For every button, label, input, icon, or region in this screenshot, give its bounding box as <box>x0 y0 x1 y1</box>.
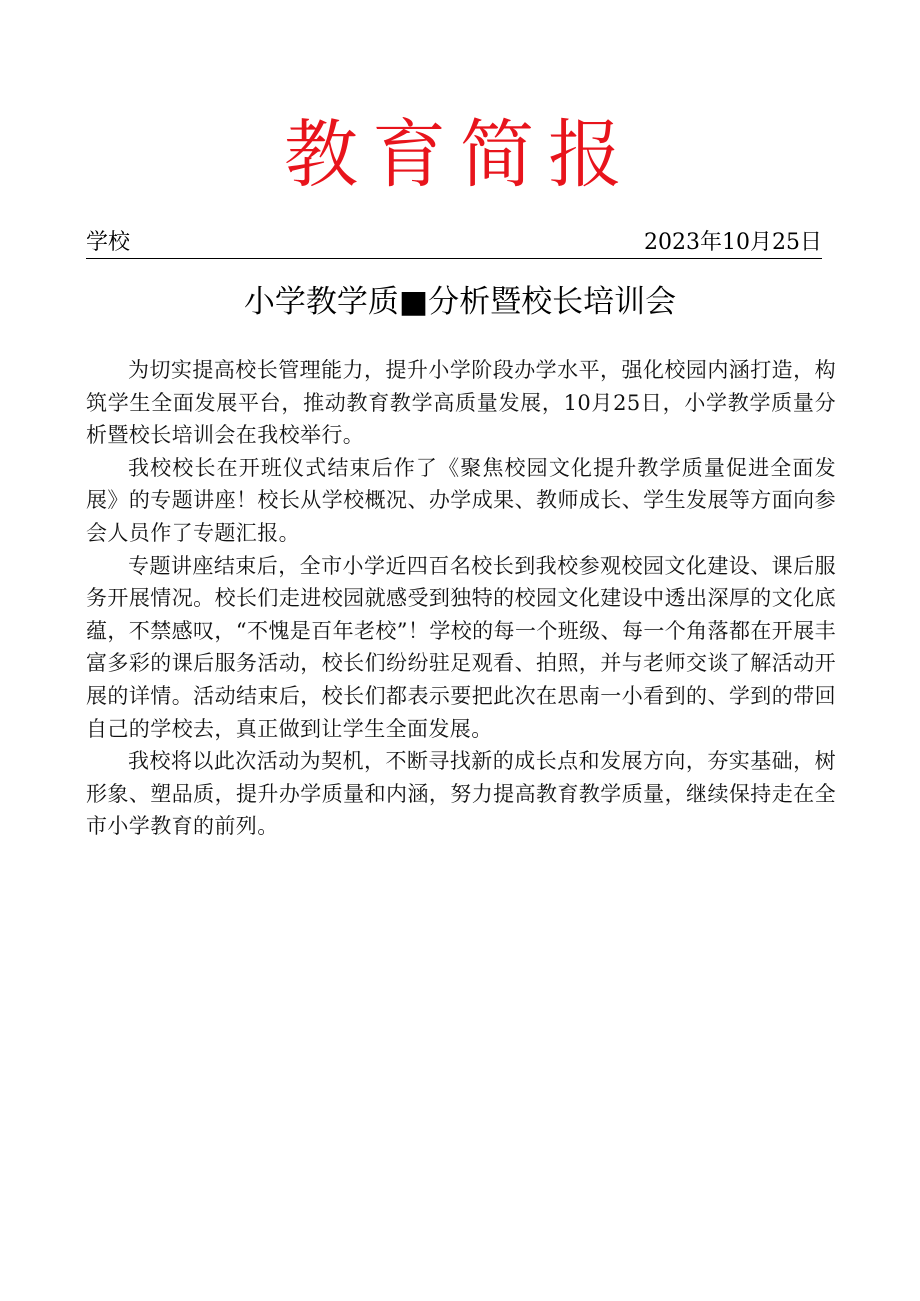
meta-row <box>86 228 822 259</box>
masthead-title: 教育简报 <box>284 112 636 198</box>
paragraph: 专题讲座结束后，全市小学近四百名校长到我校参观校园文化建设、课后服务开展情况。校长们走进校园就感受到独特的校园文化建设中透出深厚的文化底蕴，不禁感叹，“不愧是百年老校”！学校的每一个班级、每一个角落都在开展丰富多彩的课后服务活动，校长们纷纷驻足观看、拍照，并与老师交谈了解活动开展的详情。活动结束后，校长们都表示要把此次在思南一小看到的、学到的带回自己的学校去，真正做到让学生全面发展。 <box>86 553 836 741</box>
article-body <box>86 354 836 843</box>
paragraph: 为切实提高校长管理能力，提升小学阶段办学水平，强化校园内涵打造，构筑学生全面发展平台，推动教育教学高质量发展，10月25日，小学教学质量分析暨校长培训会在我校举行。 <box>86 358 836 448</box>
issue-date: 2023年10月25日 <box>644 230 822 255</box>
school-label: 学校 <box>86 230 131 255</box>
paragraph: 我校校长在开班仪式结束后作了《聚焦校园文化提升教学质量促进全面发展》的专题讲座！校长从学校概况、办学成果、教师成长、学生发展等方面向参会人员作了专题汇报。 <box>86 455 836 545</box>
article-headline: 小学教学质■分析暨校长培训会 <box>243 284 677 320</box>
paragraph: 我校将以此次活动为契机，不断寻找新的成长点和发展方向，夯实基础，树形象、塑品质，提升办学质量和内涵，努力提高教育教学质量，继续保持走在全市小学教育的前列。 <box>86 749 836 839</box>
